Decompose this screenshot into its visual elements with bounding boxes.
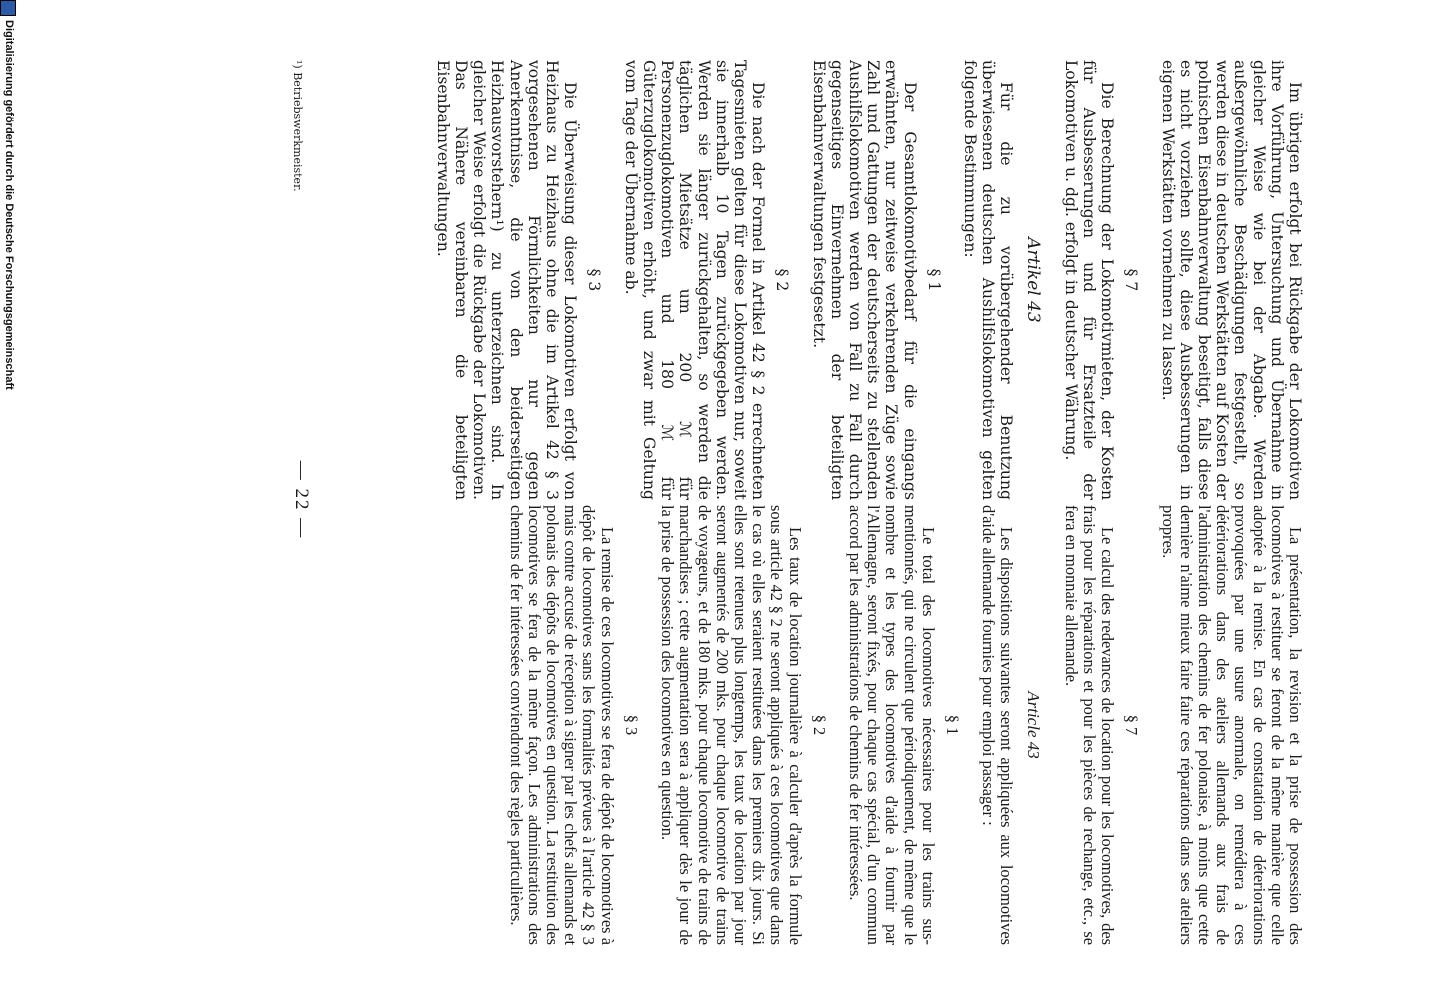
french-section-7-heading: § 7	[1122, 714, 1142, 736]
german-section-2-text: Die nach der Formel in Artikel 42 § 2 errechneten Tagesmieten gelten für diese Lokomotiven nur, soweit sie innerhalb 10 Tagen zurückgegeben werden. Werden sie länger zurückgehalten, so werden die täglichen Mietsätze um 200 ℳ für Personenzuglokomotiven und 180 ℳ für Güterzuglokomotiven erhöht, und zwar mit Geltung vom Tage der Übernahme ab.	[621, 60, 768, 500]
dfg-credit-text: Digitalisierung gefördert durch die Deutsche Forschungsgemeinschaft	[3, 20, 15, 390]
french-section-1-heading: § 1	[942, 714, 962, 736]
german-section-3-text: Die Überweisung dieser Lokomotiven erfolgt von Heizhaus zu Heizhaus ohne die im Artikel 42 § 3 vorgesehenen Förmlichkeiten nur gegen Anerkenntnisse, die von den beiderseitigen Heizhausvorstehern¹) zu unterzeichnen sind. In gleicher Weise erfolgt die Rückgabe der Lokomotiven. Das Nähere vereinbaren die beteiligten Eisenbahnverwaltungen.	[433, 60, 580, 500]
dfg-logo-icon	[0, 0, 16, 16]
german-article-heading: Artikel 43	[1022, 237, 1043, 323]
dfg-credit	[0, 0, 16, 1000]
french-article-heading: Article 43	[1023, 691, 1043, 759]
german-article-intro: Für die zu vorübergehender Benutzung überwiesenen deutschen Aushilfslokomotiven gelten folgende Bestimmungen:	[960, 60, 1016, 500]
french-section-3-heading: § 3	[621, 714, 641, 736]
french-section-1-text: Le total des locomotives nécessaires pour les trains sus-mentionnés, qui ne circulent que périodiquement, de même que le nombre et les types des locomotives d'aide à fournir par l'Allemagne, seront fixés, pour chaque cas spécial, d'un commun accord par les administrations de chemins de fer intéressées.	[845, 505, 938, 945]
german-section-7-text: Die Berechnung der Lokomotivmieten, der Kosten für Ausbesserungen und für Ersatzteile der Lokomotiven u. dgl. erfolgt in deutscher Währung.	[1061, 60, 1117, 500]
german-section-1-text: Der Gesamtlokomotivbedarf für die eingangs erwähnten, nur zeitweise verkehrenden Züge sowie Zahl und Gattungen der deutscherseits zu stellenden Aushilfslokomotiven werden von Fall zu Fall durch gegenseitiges Einvernehmen der beteiligten Eisenbahnverwaltungen festgesetzt.	[809, 60, 919, 500]
french-section-7-text: Le calcul des redevances de location pour les locomotives, des frais pour les réparations et pour les pièces de rechange, etc., se fera en monnaie allemande.	[1061, 505, 1118, 945]
german-intro-paragraph: Im übrigen erfolgt bei Rückgabe der Lokomotiven ihre Vorführung, Untersuchung und Übernahme in gleicher Weise wie bei der Abgabe. Werden außergewöhnliche Beschädigungen festgestellt, so werden diese in deutschen Werkstätten auf Kosten der polnischen Eisenbahnverwaltung beseitigt, falls diese es nicht vorziehen sollte, diese Ausbesserungen in eigenen Werkstätten vornehmen zu lassen.	[1158, 60, 1304, 500]
german-section-7-heading: § 7	[1122, 268, 1141, 292]
footnote: ¹) Betriebswerkmeister.	[291, 60, 304, 192]
french-column	[506, 505, 1304, 945]
page-number: — 22 —	[291, 460, 312, 540]
german-section-3-heading: § 3	[585, 268, 604, 292]
french-section-2-text: Les taux de location journalière à calculer d'après la formule sous article 42 § 2 ne seront appliqués à ces locomotives que dans le cas où elles seraient restituées dans les premiers dix jours. Si elles sont retenues plus longtemps, les taux de location par jour seront augmentés de 200 mks. pour chaque locomotive de trains de voyageurs, et de 180 mks. pour chaque locomotive de trains de marchandises ; cette augmentation sera à appliquer dès le jour de la prise de possession des locomotives en question.	[658, 505, 805, 945]
german-section-1-heading: § 1	[924, 268, 943, 292]
german-column	[434, 60, 1304, 500]
french-intro-paragraph: La présentation, la revision et la prise de possession des locomotives à restituer se feront de la même manière que celle adoptée à la remise. En cas de constatation de déteriorations provoquées par une usure anormale, on remédiera à ces détériorations dans des ateliers allemands aux frais de l'administration des chemins de fer polonaise, à moins que cette dernière n'aime mieux faire faire ces réparations dans ses ateliers propres.	[1158, 505, 1305, 945]
french-section-3-text: La remise de ces locomotives se fera de dépôt de locomotives à dépôt de locomotives sans les formalités prévues à l'article 42 § 3 mais contre accusé de réception à signer par les chefs allemands et polonais des dépôts de locomotives en question. La restitution des locomotives se fera de la même façon. Les administrations des chemins de fer intéressées conviendront des règles particulières.	[506, 505, 617, 945]
german-section-2-heading: § 2	[773, 268, 792, 292]
french-section-2-heading: § 2	[809, 714, 829, 736]
french-article-intro: Les dispositions suivantes seront appliquées aux locomotives d'aide allemande fournies pour emploi passager :	[979, 505, 1017, 945]
